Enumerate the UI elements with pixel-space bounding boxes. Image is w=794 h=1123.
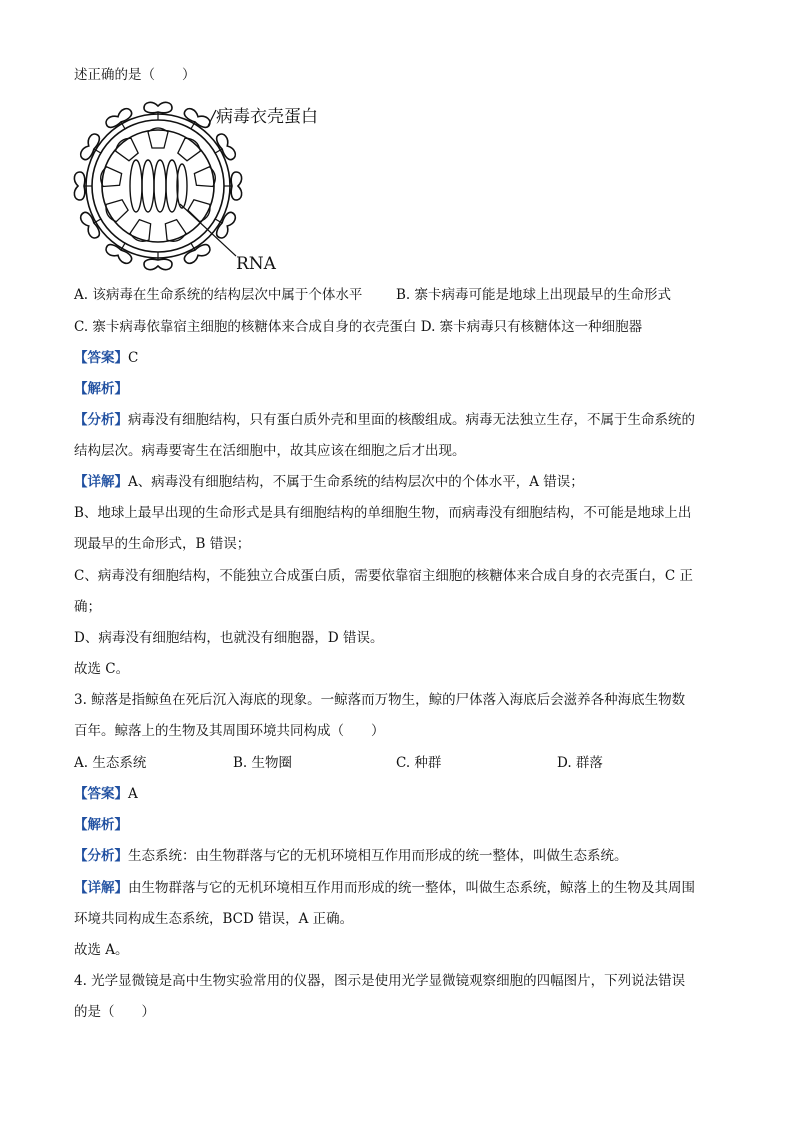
option-d: D. 寨卡病毒只有核糖体这一种细胞器 (420, 319, 643, 335)
q3-detail-text: 由生物群落与它的无机环境相互作用而形成的统一整体，叫做生态系统，鲸落上的生物及其周围 (128, 880, 695, 896)
detail-line-2: B、地球上最早出现的生命形式是具有细胞结构的单细胞生物，而病毒没有细胞结构，不可能是地球上出 (74, 505, 692, 521)
q4-stem-1: 4. 光学显微镜是高中生物实验常用的仪器，图示是使用光学显微镜观察细胞的四幅图片，下列说法错误 (74, 973, 686, 989)
q3-option-b: B. 生物圈 (233, 755, 293, 771)
answer-line (74, 349, 138, 367)
q3-option-c: C. 种群 (396, 755, 442, 771)
detail-line-5: 确； (74, 599, 101, 615)
q3-fenxi-tag: 【分析】 (74, 848, 128, 864)
option-b: B. 寨卡病毒可能是地球上出现最早的生命形式 (396, 287, 672, 303)
option-a: A. 该病毒在生命系统的结构层次中属于个体水平 (74, 287, 363, 303)
fenxi-tag: 【分析】 (74, 412, 128, 428)
q3-answer-line (74, 785, 138, 803)
q3-analysis-line (74, 847, 628, 865)
conclusion: 故选 C。 (74, 661, 130, 677)
label-rna: RNA (236, 254, 276, 274)
answer-value: C (128, 350, 139, 366)
q3-answer-value: A (128, 786, 138, 802)
q4-stem-2: 的是（ ） (74, 1004, 155, 1020)
q3-stem-2: 百年。鲸落上的生物及其周围环境共同构成（ ） (74, 723, 385, 739)
q3-answer-tag: 【答案】 (74, 786, 128, 802)
analysis-text: 病毒没有细胞结构，只有蛋白质外壳和里面的核酸组成。病毒无法独立生存，不属于生命系统的 (128, 412, 695, 428)
detail-line-3: 现最早的生命形式，B 错误； (74, 536, 251, 552)
analysis-line-1 (74, 411, 695, 429)
detail-text: A、病毒没有细胞结构，不属于生命系统的结构层次中的个体水平，A 错误； (128, 474, 584, 490)
q3-detail-line-1 (74, 879, 695, 897)
q3-xiangjie-tag: 【详解】 (74, 880, 128, 896)
option-c: C. 寨卡病毒依靠宿主细胞的核糖体来合成自身的衣壳蛋白 (74, 319, 417, 335)
detail-line-4: C、病毒没有细胞结构，不能独立合成蛋白质，需要依靠宿主细胞的核糖体来合成自身的衣壳蛋白，C 正 (74, 568, 693, 584)
q3-stem-1: 3. 鲸落是指鲸鱼在死后沉入海底的现象。一鲸落而万物生，鲸的尸体落入海底后会滋养各种海底生物数 (74, 692, 686, 708)
xiangjie-tag: 【详解】 (74, 474, 128, 490)
analysis-line-2: 结构层次。病毒要寄生在活细胞中，故其应该在细胞之后才出现。 (74, 443, 466, 459)
options-c-d (74, 318, 642, 336)
detail-line-1 (74, 473, 584, 491)
q3-analysis-text: 生态系统：由生物群落与它的无机环境相互作用而形成的统一整体，叫做生态系统。 (128, 848, 628, 864)
analysis-tag: 【解析】 (74, 381, 128, 397)
answer-tag: 【答案】 (74, 350, 128, 366)
detail-line-6: D、病毒没有细胞结构，也就没有细胞器，D 错误。 (74, 630, 384, 646)
virus-diagram (70, 96, 340, 276)
label-capsid-protein: 病毒衣壳蛋白 (216, 107, 318, 127)
question-stem: 述正确的是（ ） (74, 67, 196, 83)
q3-option-d: D. 群落 (557, 755, 603, 771)
q3-detail-line-2: 环境共同构成生态系统，BCD 错误，A 正确。 (74, 911, 354, 927)
q3-conclusion: 故选 A。 (74, 942, 129, 958)
q3-option-a: A. 生态系统 (74, 755, 147, 771)
q3-analysis-tag: 【解析】 (74, 817, 128, 833)
